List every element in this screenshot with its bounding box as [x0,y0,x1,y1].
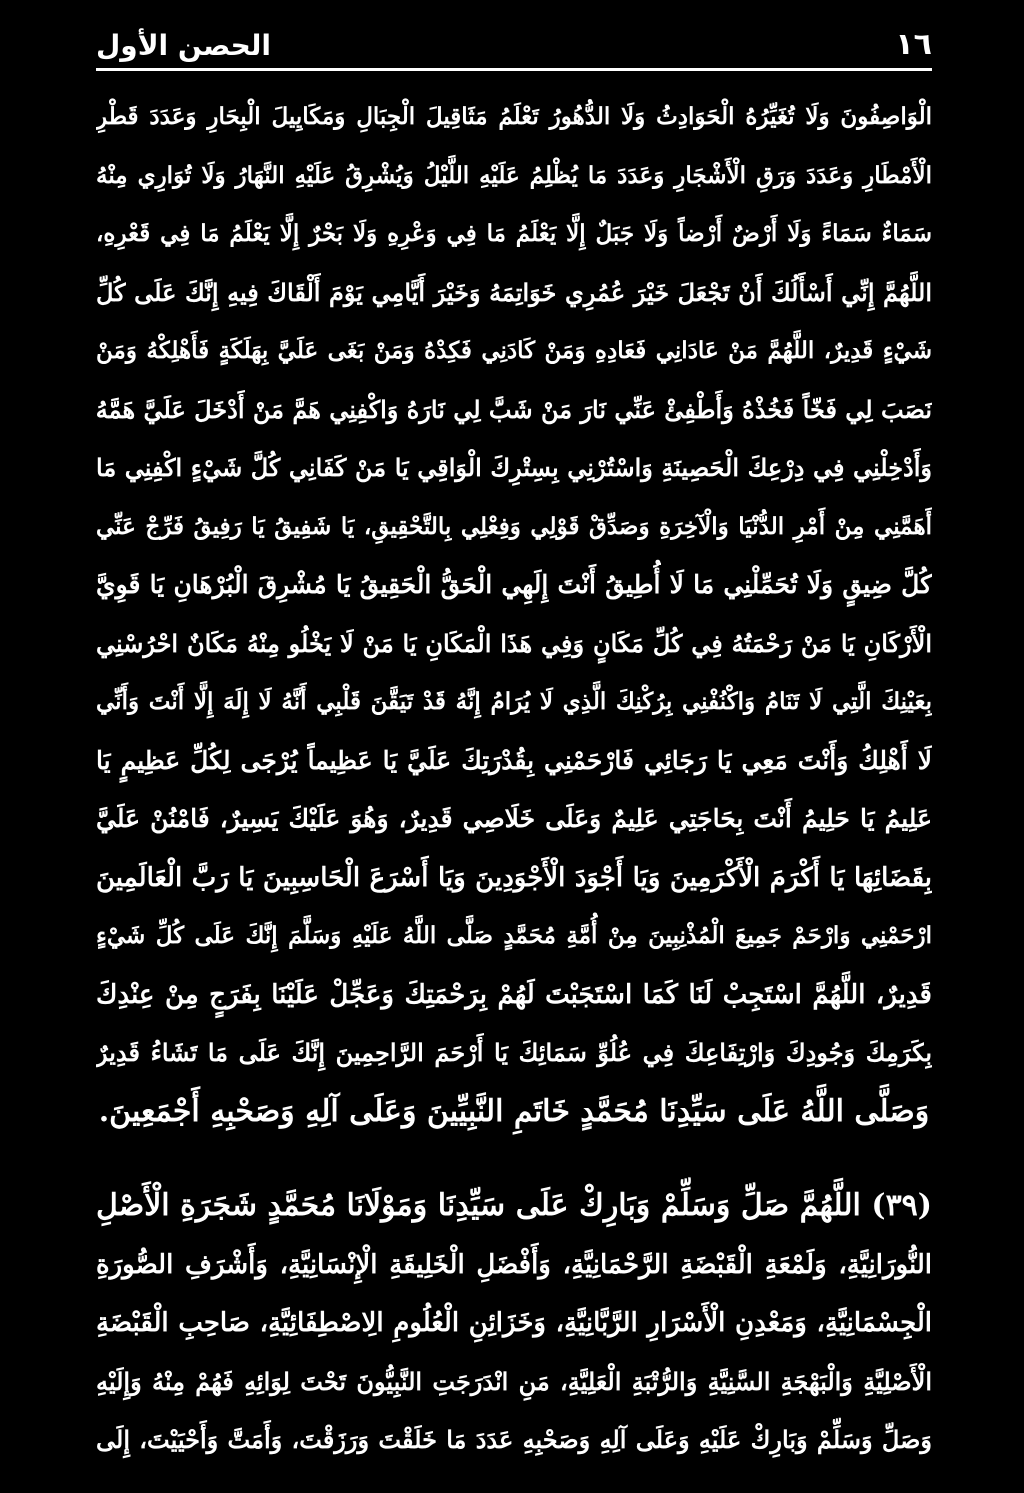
text-line: كُلَّ ضِيقٍ وَلَا تُحَمِّلْنِي مَا لَا أُطِيقُ أَنْتَ إِلَهِي الْحَقُّ الْحَقِيقُ يَا مُشْرِقَ الْبُرْهَانِ يَا قَوِيَّ [96,570,932,599]
page-header [96,22,932,62]
body-text [96,88,932,1470]
text-line: سَمَاءٌ سَمَاءً وَلَا أَرْضٌ أَرْضاً وَلَا جَبَلٌ إِلَّا يَعْلَمُ مَا فِي وَعْرِهِ وَلَا بَحْرٌ إِلَّا يَعْلَمُ مَا فِي قَعْرِهِ، [96,220,932,247]
text-line: بِقَضَائِهَا يَا أَكْرَمَ الْأَكْرَمِينَ وَيَا أَجْوَدَ الْأَجْوَدِينَ وَيَا أَسْرَعَ الْحَاسِبِينَ يَا رَبَّ الْعَالَمِينَ [96,862,932,893]
text-line: أَهَمَّنِي مِنْ أَمْرِ الدُّنْيَا وَالْآخِرَةِ وَصَدِّقْ قَوْلِي وَفِعْلِي بِالتَّحْقِيقِ، يَا شَفِيقُ يَا رَفِيقُ فَرِّجْ عَنِّي [96,512,932,540]
text-line: قَدِيرٌ، اللَّهُمَّ اسْتَجِبْ لَنَا كَمَا اسْتَجَبْتَ لَهُمْ بِرَحْمَتِكَ وَعَجِّلْ عَلَيْنَا بِفَرَجٍ مِنْ عِنْدِكَ [96,979,932,1010]
header-rule [96,68,932,71]
text-line: وَصَلَّى اللَّهُ عَلَى سَيِّدِنَا مُحَمَّدٍ خَاتَمِ النَّبِيِّينَ وَعَلَى آلِهِ وَصَحْبِهِ أَجْمَعِينَ. [98,1093,930,1129]
running-title: الحصن الأول [96,29,271,62]
text-line: الْأَصْلِيَّةِ وَالْبَهْجَةِ السَّنِيَّةِ وَالرُّتْبَةِ الْعَلِيَّةِ، مَنِ انْدَرَجَتِ النَّبِيُّونَ تَحْتَ لِوَائِهِ فَهُمْ مِنْهُ وَإِلَيْهِ [96,1366,932,1396]
text-line: الْأَرْكَانِ يَا مَنْ رَحْمَتُهُ فِي كُلِّ مَكَانٍ وَفِي هَذَا الْمَكَانِ يَا مَنْ لَا يَخْلُو مِنْهُ مَكَانٌ احْرُسْنِي [96,628,932,658]
text-line: الْجِسْمَانِيَّةِ، وَمَعْدِنِ الْأَسْرَارِ الرَّبَّانِيَّةِ، وَخَزَائِنِ الْعُلُومِ الِاصْطِفَائِيَّةِ، صَاحِبِ الْقَبْضَةِ [96,1308,932,1338]
paragraph-1 [96,88,932,1141]
text-line: بِعَيْنِكَ الَّتِي لَا تَنَامُ وَاكْنُفْنِي بِرُكْنِكَ الَّذِي لَا يُرَامُ إِنَّهُ قَدْ تَيَقَّنَ قَلْبِي أَنَّهُ لَا إِلَهَ إِلَّا أَنْتَ وَأَنِّي [96,688,932,715]
paragraph-2 [96,1177,932,1470]
text-line: لَا أَهْلِكُ وَأَنْتَ مَعِي يَا رَجَائِي فَارْحَمْنِي بِقُدْرَتِكَ عَلَيَّ يَا عَظِيماً يُرْجَى لِكُلِّ عَظِيمٍ يَا [96,745,932,775]
text-line: الْأَمْطَارِ وَعَدَدَ وَرَقِ الْأَشْجَارِ وَعَدَدَ مَا يُظْلِمُ عَلَيْهِ اللَّيْلُ وَيُشْرِقُ عَلَيْهِ النَّهَارُ وَلَا تُوَارِي مِنْهُ [96,161,932,189]
text-line: الْوَاصِفُونَ وَلَا تُغَيِّرُهُ الْحَوَادِثُ وَلَا الدُّهُورُ تَعْلَمُ مَثَاقِيلَ الْجِبَالِ وَمَكَايِيلَ الْبِحَارِ وَعَدَدَ قَطْرِ [96,103,932,130]
text-line: وَصَلِّ وَسَلِّمْ وَبَارِكْ عَلَيْهِ وَعَلَى آلِهِ وَصَحْبِهِ عَدَدَ مَا خَلَقْتَ وَرَزَقْتَ، وَأَمَتَّ وَأَحْيَيْتَ، إِلَى [96,1425,932,1454]
text-line: شَيْءٍ قَدِيرٌ، اللَّهُمَّ مَنْ عَادَانِي فَعَادِهِ وَمَنْ كَادَنِي فَكِدْهُ وَمَنْ بَغَى عَلَيَّ بِهَلَكَةٍ فَأَهْلِكْهُ وَمَنْ [96,337,932,364]
text-line: وَأَدْخِلْنِي فِي دِرْعِكَ الْحَصِينَةِ وَاسْتُرْنِي بِسِتْرِكَ الْوَاقِي يَا مَنْ كَفَانِي كُلَّ شَيْءٍ اكْفِنِي مَا [96,453,932,482]
text-line: اللَّهُمَّ إِنِّي أَسْأَلُكَ أَنْ تَجْعَلَ خَيْرَ عُمُرِي خَوَاتِمَهُ وَخَيْرَ أَيَّامِي يَوْمَ أَلْقَاكَ فِيهِ إِنَّكَ عَلَى كُلِّ [96,277,932,307]
section-gap [96,1141,932,1177]
text-line: (٣٩) اللَّهُمَّ صَلِّ وَسَلِّمْ وَبَارِكْ عَلَى سَيِّدِنَا وَمَوْلَانَا مُحَمَّدٍ شَجَرَةِ الْأَصْلِ [96,1188,932,1223]
text-line: بِكَرَمِكَ وَجُودِكَ وَارْتِفَاعِكَ فِي عُلُوِّ سَمَائِكَ يَا أَرْحَمَ الرَّاحِمِينَ إِنَّكَ عَلَى مَا تَشَاءُ قَدِيرٌ [96,1038,932,1067]
text-line: النُّورَانِيَّةِ، وَلَمْعَةِ الْقَبْضَةِ الرَّحْمَانِيَّةِ، وَأَفْضَلِ الْخَلِيقَةِ الْإِنْسَانِيَّةِ، وَأَشْرَفِ الصُّورَةِ [96,1249,932,1280]
text-line: نَصَبَ لِي فَخّاً فَخُذْهُ وَأَطْفِئْ عَنِّي نَارَ مَنْ شَبَّ لِي نَارَهُ وَاكْفِنِي هَمَّ مَنْ أَدْخَلَ عَلَيَّ هَمَّهُ [96,394,932,424]
page-number: ١٦ [895,27,932,62]
text-line: ارْحَمْنِي وَارْحَمْ جَمِيعَ الْمُذْنِبِينَ مِنْ أُمَّةِ مُحَمَّدٍ صَلَّى اللَّهُ عَلَيْهِ وَسَلَّمَ إِنَّكَ عَلَى كُلِّ شَيْءٍ [96,922,932,949]
text-line: عَلِيمُ يَا حَلِيمُ أَنْتَ بِحَاجَتِي عَلِيمٌ وَعَلَى خَلَاصِي قَدِيرٌ، وَهُوَ عَلَيْكَ يَسِيرٌ، فَامْنُنْ عَلَيَّ [96,804,932,833]
